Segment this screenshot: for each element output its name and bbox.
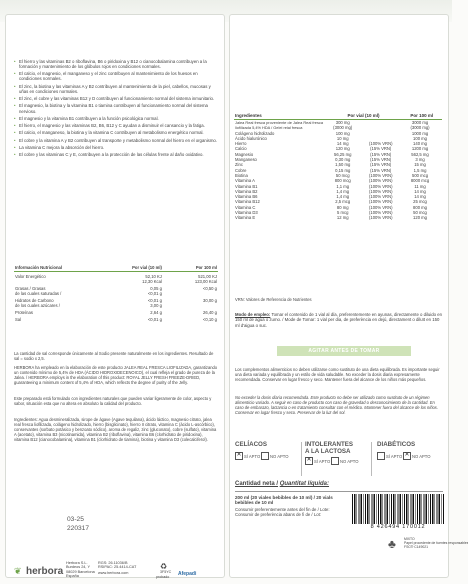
nutrition-header-100ml: Por 100 ml bbox=[163, 265, 218, 272]
table-row: Valor Energético 52,10 KJ 12,30 Kcal 521,00 KJ 123,00 Kcal bbox=[15, 274, 217, 284]
bullet-icon: • bbox=[14, 115, 16, 121]
leaf-icon: ❦ bbox=[14, 566, 22, 576]
table-row: Magnesio 56,25 mg (15% VRN) 562,5 mg bbox=[235, 151, 429, 157]
website: www.herbora.com bbox=[98, 571, 129, 575]
right-panel bbox=[229, 14, 468, 578]
fsc-tree-icon: ♣ bbox=[388, 537, 396, 551]
bullet-icon: • bbox=[14, 103, 16, 109]
fsc-label: ♣ MIXTO Papel procedente de fuentes responsables FSC® C149021 bbox=[388, 537, 468, 551]
benefit-item: • El magnesio, la biotina y la vitamina B1 o tiamina contribuyen al funcionamiento normal del sistema nervioso. bbox=[14, 103, 208, 114]
best-before-code: 03-25 bbox=[67, 516, 84, 523]
suitability-badges bbox=[235, 442, 443, 478]
benefit-item: • El cobre y la vitamina A y B2 contribuyen al transporte y metabolismo normal del hierro en el organismo. bbox=[14, 137, 217, 143]
net-quantity-label: Cantidad neta / Quantitat líquida: bbox=[235, 481, 330, 487]
table-row: Manganeso 0,30 mg (15% VRN) 3 mg bbox=[235, 157, 425, 163]
certification: ♻ 3F5YC probado bbox=[156, 562, 172, 579]
checkbox-icon bbox=[403, 452, 411, 460]
warning-text: Los complementos alimenticios no deben utilizarse como sustituto de una dieta equilibrada. Es importante seguir una dieta variada y equilibrada y un estilo de vida saludable. No exceder la dosis diaria expresamente recomendada. Conservar en lugar fresco y seco. Mantener fuera del alcance de los niños más pequeños. bbox=[235, 367, 440, 383]
table-row: Hidratos de Carbono de los cuales azúcares / <0,01 g 3,00 g 30,00 g bbox=[15, 298, 217, 308]
company-address: Herbora S.L. Burdeos 24, Y 08029 Barcelona España bbox=[66, 561, 95, 579]
table-row: Grasas / Grasas de las cuales saturadas / 0,05 g <0,01 g <0,50 g bbox=[15, 286, 217, 296]
warning-text-2: No exceder la dosis diaria recomendada. Este producto no debe ser utilizado como sustituto de un régimen alimenticio variado. A seguir en caso de producto con caso de gravedad o desconocimiento de la cantidad. En caso de embarazo, lactancia o en tratamiento consultar con el médico. Mantener fuera del alcance de los niños. Conservar en lugar fresco y seco. Preservar de la luz del sol. bbox=[235, 395, 438, 416]
table-row: Colágeno hidrolizado 100 mg 1000 mg bbox=[235, 130, 429, 136]
vrn-note: VRN: Valores de Referencia de Nutrientes bbox=[235, 297, 312, 302]
ing-header-name: Ingredientes bbox=[234, 113, 326, 120]
suitability-badge: INTOLERANTES A LA LACTOSA ✕ SÍ APTO NO APTO bbox=[305, 442, 369, 475]
suitability-badge: CELÍACOS ✕ SÍ APTO NO APTO bbox=[235, 442, 299, 475]
table-row: Vitamina E 12 mg (100% VRN) 120 mg bbox=[235, 215, 427, 221]
table-row: Vitamina C 80 mg (100% VRN) 800 mg bbox=[235, 204, 427, 210]
table-row: Vitamina B6 1,4 mg (100% VRN) 14 mg bbox=[235, 194, 426, 200]
bullet-icon: • bbox=[14, 123, 16, 129]
divider bbox=[371, 442, 372, 476]
table-row: Vitamina B2 1,4 mg (100% VRN) 14 mg bbox=[235, 188, 426, 194]
registry: RGS: 26.11036/B RSIPAC: 25.4414-CAT bbox=[98, 561, 137, 570]
checkbox-si: ✕ SÍ APTO bbox=[305, 457, 330, 465]
divider bbox=[301, 442, 302, 476]
bullet-icon: • bbox=[14, 83, 16, 89]
benefit-item: • El zinc, el cobre y las vitaminas B12 y D contribuyen al funcionamiento normal del sistema inmunitario. bbox=[14, 96, 215, 102]
benefit-item: • El magnesio y la vitamina B1 contribuyen a la función psicológica normal. bbox=[14, 115, 159, 121]
bullet-icon: • bbox=[14, 59, 16, 64]
barcode-number: 8 426494 170012 bbox=[352, 524, 444, 530]
table-row: Proteínas 2,64 g 26,40 g bbox=[15, 310, 217, 315]
net-quantity: 200 ml (20 viales bebibles de 10 ml) / 20 vials bebibles de 10 ml Consumir preferentemente antes del fin de / Lote: Consumir de preferència abans de fi de / Lot: bbox=[235, 495, 333, 517]
table-row: Vitamina B12 2,5 mcg (100% VRN) 25 mcg bbox=[235, 199, 427, 205]
ing-header-vial: Por vial (10 ml) bbox=[326, 113, 402, 120]
table-row: Jalea Real fresca proveniente de Jalea Real fresca liofilizada 5,4% HDA / Gelei reial fresca 300 mg (3000 mg) 3000 mg (3000 mg) bbox=[235, 120, 430, 131]
table-row: Ácido hialurónico 10 mg 100 mg bbox=[235, 135, 427, 141]
nutrition-header-name: Información Nutricional bbox=[14, 265, 108, 272]
bullet-icon: • bbox=[14, 137, 16, 143]
table-row: Cobre 0,15 mg (15% VRN) 1,5 mg bbox=[235, 167, 427, 173]
royal-jelly-note: HERBORA ha empleado en la elaboración de este producto JALEA REAL FRESCA LIOFILIZADA, garantizando un contenido mínimo de 5,4% de HDA (ÁCIDO HIDROXIDECENOICO), el cual refleja el grado de pureza de la Jalea. / HERBORA employs in the elaboration of this product: ROYAL JELLY FRESH FREEZE-DRIED, guaranteeing a minimum content of 5,4% of HDA, which reflects the degree of purity of the Jelly. bbox=[14, 365, 218, 386]
checkbox-si: SÍ APTO bbox=[377, 452, 402, 460]
table-row: Vitamina A 800 mcg (100% VRN) 8000 mcg bbox=[235, 178, 430, 184]
checkbox-icon bbox=[235, 452, 243, 460]
afepadi-logo: Afepadi bbox=[178, 571, 197, 577]
table-row: Biotina 50 mcg (100% VRN) 500 mcg bbox=[235, 172, 429, 178]
bullet-icon: • bbox=[14, 96, 16, 102]
checkbox-icon bbox=[331, 457, 339, 465]
bullet-icon: • bbox=[14, 152, 16, 158]
nutrition-table bbox=[14, 265, 218, 322]
barcode bbox=[352, 494, 444, 524]
ing-header-100ml: Por 100 ml bbox=[402, 113, 442, 120]
ingredients-table bbox=[234, 113, 442, 221]
brand-logo: ❦ herbora bbox=[14, 566, 64, 577]
nutrition-header-vial: Por vial (10 ml) bbox=[108, 265, 163, 272]
table-row: Zinc 1,50 mg (15% VRN) 15 mg bbox=[235, 162, 426, 168]
checkbox-icon bbox=[305, 457, 313, 465]
checkbox-no: ✕ NO APTO bbox=[403, 452, 431, 460]
lot-code: 220317 bbox=[67, 525, 90, 532]
benefit-item: • El cobre y las vitaminas C y E, contribuyen a la protección de las células frente al daño oxidativo. bbox=[14, 152, 204, 158]
ingredients-note: Ingredientes: Agua desmineralizada, sirope de ágave (Agave tequilana), ácido láctico, magnesio citrato, jalea real fresca liofilizada, colágeno hidrolizado, hierro (bisglicinato), hierro II citrato, vitamina C (ácido L-ascórbico), conservantes (sorbato potásico y benzoato sódico), aroma de regaliz, zinc (gluconato), cobre (sulfato), vitamina A (acetato), vitamina B3 (nicotinamida), vitamina B2 (riboflavina), vitamina B6 (clorhidrato de piridoxina), vitamina B12 (cianocobalamina), vitamina B1 (clorhidrato de tiamina), biotina y vitamina D3 (colecalciferol). bbox=[14, 417, 217, 443]
checkbox-si: ✕ SÍ APTO bbox=[235, 452, 260, 460]
divider bbox=[235, 491, 443, 492]
checkbox-no: NO APTO bbox=[261, 452, 289, 460]
bullet-icon: • bbox=[14, 144, 16, 150]
natural-note: Este preparado está formulado con ingredientes naturales que pueden variar ligeramente de color, aspecto y sabor, situación esta que no altera en absoluto la calidad del producto. bbox=[14, 396, 212, 407]
suitability-badge: DIABÉTICOS SÍ APTO ✕ NO APTO bbox=[377, 442, 441, 475]
benefit-item: • El hierro y las vitaminas B2 o riboflavina, B6 o piridoxina y B12 o cianocobalamina contribuyen a la formación y mantenimiento de los glóbulos rojos en condiciones normales. bbox=[14, 59, 207, 70]
table-row: Vitamina D3 5 mcg (100% VRN) 50 mcg bbox=[235, 210, 427, 216]
checkbox-no: NO APTO bbox=[331, 457, 359, 465]
benefit-item: • El calcio, el manganeso, la biotina y la vitamina C contribuyen al metabolismo energético normal. bbox=[14, 130, 204, 136]
table-row: Calcio 120 mg (15% VRN) 1200 mg bbox=[235, 146, 429, 152]
recycle-icon: ♻ bbox=[160, 562, 168, 572]
checkbox-icon bbox=[261, 452, 269, 460]
benefit-item: • La vitamina C mejora la absorción del hierro. bbox=[14, 144, 105, 150]
benefit-item: • El hierro, el magnesio y las vitaminas B2, B6, B12 y C ayudan a disminuir el cansancio y la fatiga. bbox=[14, 123, 205, 129]
bullet-icon: • bbox=[14, 130, 16, 136]
checkbox-icon bbox=[377, 452, 385, 460]
salt-note: La cantidad de sal corresponde únicamente al Sodio presente naturalmente en los ingredientes. Resultado de sal = sodio x 2,5. bbox=[14, 351, 214, 362]
benefit-item: • El calcio, el magnesio, el manganeso y el zinc contribuyen al mantenimiento de los huesos en condiciones normales. bbox=[14, 71, 198, 82]
benefits-list bbox=[14, 59, 220, 159]
bullet-icon: • bbox=[14, 71, 16, 77]
table-row: Sal <0,01 g <0,10 g bbox=[15, 317, 217, 322]
benefit-item: • El zinc, la biotina y las vitaminas A y B2 contribuyen al mantenimiento de la piel, cabellos, mucosas y uñas en condiciones normales. bbox=[14, 83, 211, 94]
shake-banner: AGITAR ANTES DE TOMAR bbox=[277, 346, 411, 356]
table-row: Hierro 14 mg (100% VRN) 140 mg bbox=[235, 141, 427, 147]
left-panel bbox=[5, 14, 225, 578]
table-row: Vitamina B1 1,1 mg (100% VRN) 11 mg bbox=[235, 183, 426, 189]
usage-instructions: Modo de empleo: Tomar el contenido de 1 vial al día, preferentemente en ayunas, directamente o diluido en 150 ml de agua o zumo. / Mode de Tomar: 1 vial per dia, de preferència en dejú, directament o diluït en 150 ml d'aigua o suc. bbox=[235, 312, 443, 328]
